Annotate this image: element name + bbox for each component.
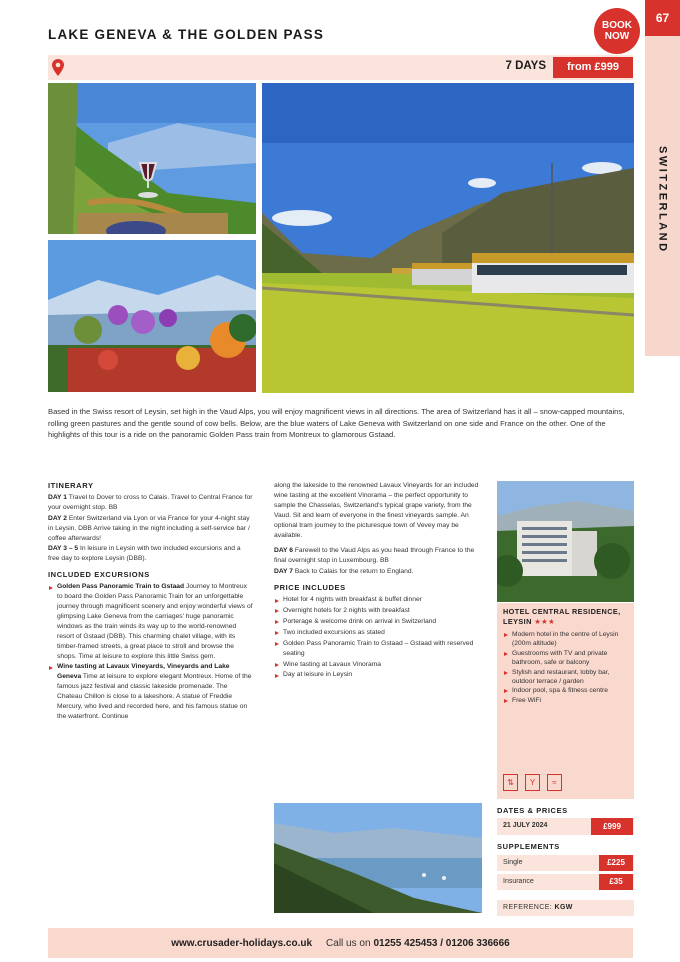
book-now-button[interactable] <box>594 8 640 54</box>
from-price-badge: from £999 <box>553 57 633 78</box>
price-includes-list <box>274 595 484 680</box>
call-label: Call us on <box>326 937 371 949</box>
supplement-price: £35 <box>599 874 633 890</box>
country-label: SWITZERLAND <box>656 146 669 254</box>
phone-number[interactable]: 01255 425453 / 01206 336666 <box>373 937 510 949</box>
photo-lake-view <box>274 803 482 913</box>
list-item: Indoor pool, spa & fitness centre <box>503 686 631 695</box>
page-number: 67 <box>645 0 680 36</box>
excursion-item: Golden Pass Panoramic Train to Gstaad Journey to Montreux to board the Golden Pass Panoramic Train for an unforgettable journey through magnificent scenery and enjoy wonderful views of glimpsing Lake Geneva from the carriages' huge panoramic windows as the train winds its way up to the world-renowned resort of Gstaad (DBB). This charming chalet village, with its timber-framed streets, a great place to stroll and browse the shops. Time at leisure to explore this little Swiss gem. <box>48 582 253 661</box>
photo-flowers-lake <box>48 240 256 392</box>
departure-date: 21 JULY 2024 <box>503 822 548 829</box>
page-title: LAKE GENEVA & THE GOLDEN PASS <box>48 27 325 42</box>
supplements-heading: SUPPLEMENTS <box>497 842 560 851</box>
footer-bar <box>48 928 633 958</box>
date-price: £999 <box>591 818 633 835</box>
itinerary-column <box>48 481 253 723</box>
list-item: Hotel for 4 nights with breakfast & buffet dinner <box>274 595 484 605</box>
itinerary-day: DAY 2 Enter Switzerland via Lyon or via France for your 4-night stay in Leysin. DBB Arrive taking in the night including a self-service bar / coffee afterwards! <box>48 514 250 542</box>
itinerary-day: DAY 6 Farewell to the Vaud Alps as you head through France to the final overnight stop in Luxembourg. BB <box>274 547 475 565</box>
list-item: Stylish and restaurant, lobby bar, outdoor terrace / garden <box>503 668 631 687</box>
hotel-features <box>503 630 631 705</box>
list-item: Free WiFi <box>503 696 631 705</box>
itinerary-day: DAY 7 Back to Calais for the return to England. <box>274 568 414 576</box>
book-now-line2: NOW <box>604 31 630 42</box>
list-item: Overnight hotels for 2 nights with breakfast <box>274 606 484 616</box>
hotel-name: HOTEL CENTRAL RESIDENCE, LEYSIN ★★★ <box>503 607 621 626</box>
excursion-item: Wine tasting at Lavaux Vineyards, Vineyards and Lake Geneva Time at leisure to explore elegant Montreux. Home of the famous jazz festival and classic lakeside promenade. The Chateau Chillon is close to a lakeshore. A statue of Freddie Mercury, who lived and recorded here, and his famous statue on the waterfront. Continue <box>48 662 253 721</box>
itinerary-day: DAY 3 – 5 In leisure in Leysin with two included excursions and a free day to explore Leysin (DBB). <box>48 545 241 563</box>
pool-icon: ≈ <box>547 774 562 791</box>
country-label-wrap <box>645 120 680 280</box>
supplement-label: Single <box>503 859 523 866</box>
details-column <box>274 481 484 681</box>
photo-golden-pass-train <box>262 83 634 393</box>
list-item: Day at leisure in Leysin <box>274 670 484 680</box>
lift-icon: ⇅ <box>503 774 518 791</box>
reference-label: REFERENCE: KGW <box>503 904 573 911</box>
excursions-heading: INCLUDED EXCURSIONS <box>48 570 150 580</box>
location-pin-icon <box>52 59 64 76</box>
list-item: Two included excursions as stated <box>274 628 484 638</box>
dates-heading: DATES & PRICES <box>497 806 568 815</box>
reference-code: KGW <box>554 904 573 911</box>
photo-vineyard-wine <box>48 83 256 234</box>
price-includes-heading: PRICE INCLUDES <box>274 583 346 593</box>
list-item: Guestrooms with TV and private bathroom, safe or balcony <box>503 649 631 668</box>
excursions-list <box>48 582 253 722</box>
list-item: Wine tasting at Lavaux Vinorama <box>274 660 484 670</box>
itinerary-heading: ITINERARY <box>48 481 94 490</box>
photo-hotel <box>497 481 634 602</box>
tour-duration: 7 DAYS <box>505 60 546 72</box>
excursion-continued: along the lakeside to the renowned Lavaux Vineyards for an included wine tasting at the excellent Vinorama – the perfect opportunity to sample the Chasselas, Switzerland's typical grape variety, from the Vaud. Sit and learn of everyone in the finest vineyards sample. An optional tram journey to the picturesque town of Vevey may be available. <box>274 482 479 539</box>
facility-icons <box>503 774 562 791</box>
list-item: Modern hotel in the centre of Leysin (200m altitude) <box>503 630 631 649</box>
intro-paragraph: Based in the Swiss resort of Leysin, set high in the Vaud Alps, you will enjoy magnificent views in all directions. The area of Switzerland has it all – snow-capped mountains, rolling green pastures and the gentle sound of cow bells. Below, are the blue waters of Lake Geneva with Switzerland on one side and France on the other. One of the highlights of this tour is a ride on the panoramic Golden Pass train from Montreux to glamorous Gstaad. <box>48 407 625 440</box>
book-now-line1: BOOK <box>602 20 632 31</box>
list-item: Porterage & welcome drink on arrival in Switzerland <box>274 617 484 627</box>
bar-icon: Y <box>525 774 540 791</box>
itinerary-day: DAY 1 Travel to Dover to cross to Calais. Travel to Central France for your overnight stop. BB <box>48 493 253 511</box>
hotel-rating: ★★★ <box>534 617 556 626</box>
list-item: Golden Pass Panoramic Train to Gstaad – Gstaad with reserved seating <box>274 639 484 659</box>
supplement-price: £225 <box>599 855 633 871</box>
website-link[interactable]: www.crusader-holidays.co.uk <box>171 937 313 949</box>
supplement-label: Insurance <box>503 878 534 885</box>
